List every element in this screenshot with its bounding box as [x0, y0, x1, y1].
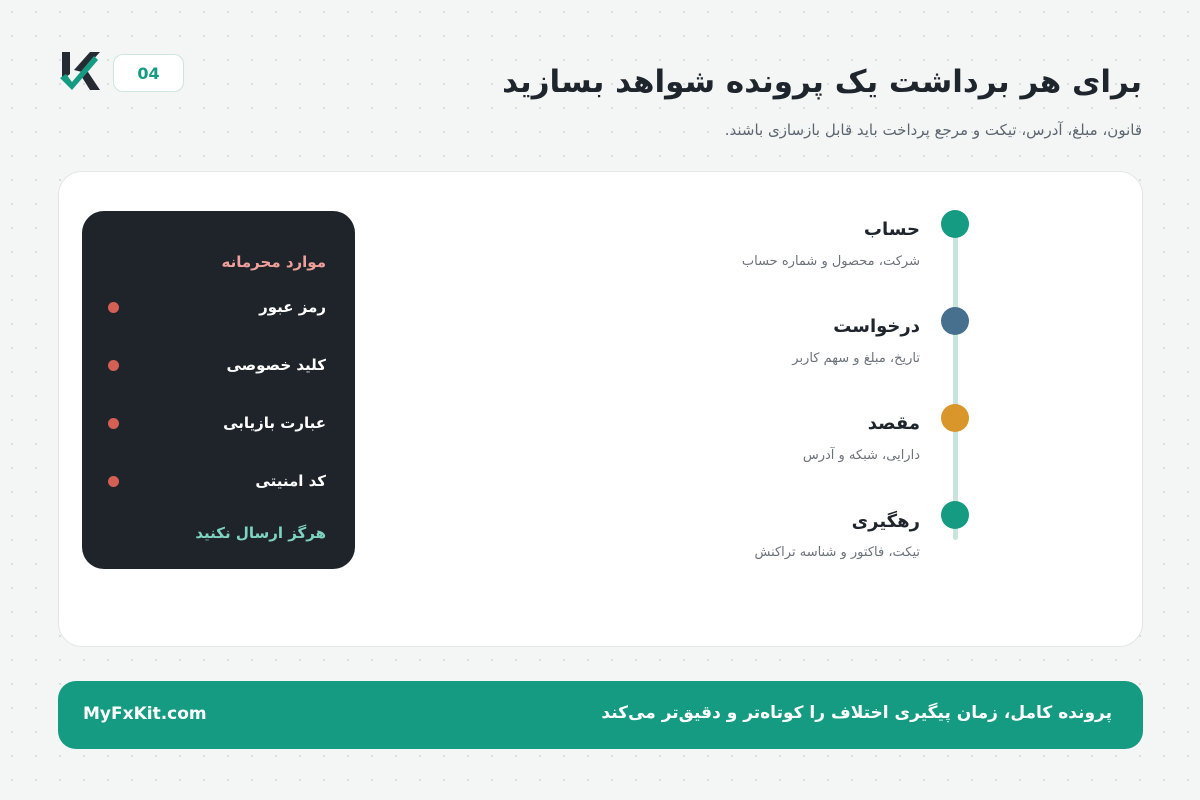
page-number-badge [113, 54, 184, 92]
timeline-item-title: رهگیری [851, 511, 920, 532]
timeline-item-title: مقصد [867, 413, 920, 434]
confidential-item: رمز عبور [259, 298, 326, 316]
confidential-item: کلید خصوصی [226, 356, 326, 374]
timeline-item-desc: تاریخ، مبلغ و سهم کاربر [792, 351, 920, 366]
confidential-footer: هرگز ارسال نکنید [195, 524, 326, 542]
warning-dot-icon [108, 418, 119, 429]
page-subtitle: قانون، مبلغ، آدرس، تیکت و مرجع پرداخت باید قابل بازسازی باشند. [724, 121, 1142, 139]
timeline-item-title: درخواست [833, 316, 920, 337]
timeline-item-desc: شرکت، محصول و شماره حساب [741, 254, 920, 269]
banner-text: پرونده کامل، زمان پیگیری اختلاف را کوتاه‌تر و دقیق‌تر می‌کند [601, 703, 1112, 723]
timeline-dot-destination [941, 404, 969, 432]
timeline-item-desc: دارایی، شبکه و آدرس [802, 448, 920, 463]
warning-dot-icon [108, 360, 119, 371]
warning-dot-icon [108, 302, 119, 313]
confidential-item: کد امنیتی [255, 472, 326, 490]
page-number: 04 [137, 63, 160, 83]
confidential-item: عبارت بازیابی [223, 414, 326, 432]
bottom-banner [58, 681, 1143, 749]
warning-dot-icon [108, 476, 119, 487]
timeline-dot-request [941, 307, 969, 335]
page-title: برای هر برداشت یک پرونده شواهد بسازید [502, 64, 1142, 100]
confidential-panel [82, 211, 355, 569]
site-link[interactable]: MyFxKit.com [83, 704, 207, 724]
timeline-item-desc: تیکت، فاکتور و شناسه تراکنش [754, 545, 920, 560]
timeline-line [953, 230, 958, 540]
brand-logo-icon [58, 50, 102, 92]
timeline-item-title: حساب [863, 219, 920, 240]
confidential-heading: موارد محرمانه [221, 253, 326, 271]
timeline-dot-tracking [941, 501, 969, 529]
timeline-dot-account [941, 210, 969, 238]
